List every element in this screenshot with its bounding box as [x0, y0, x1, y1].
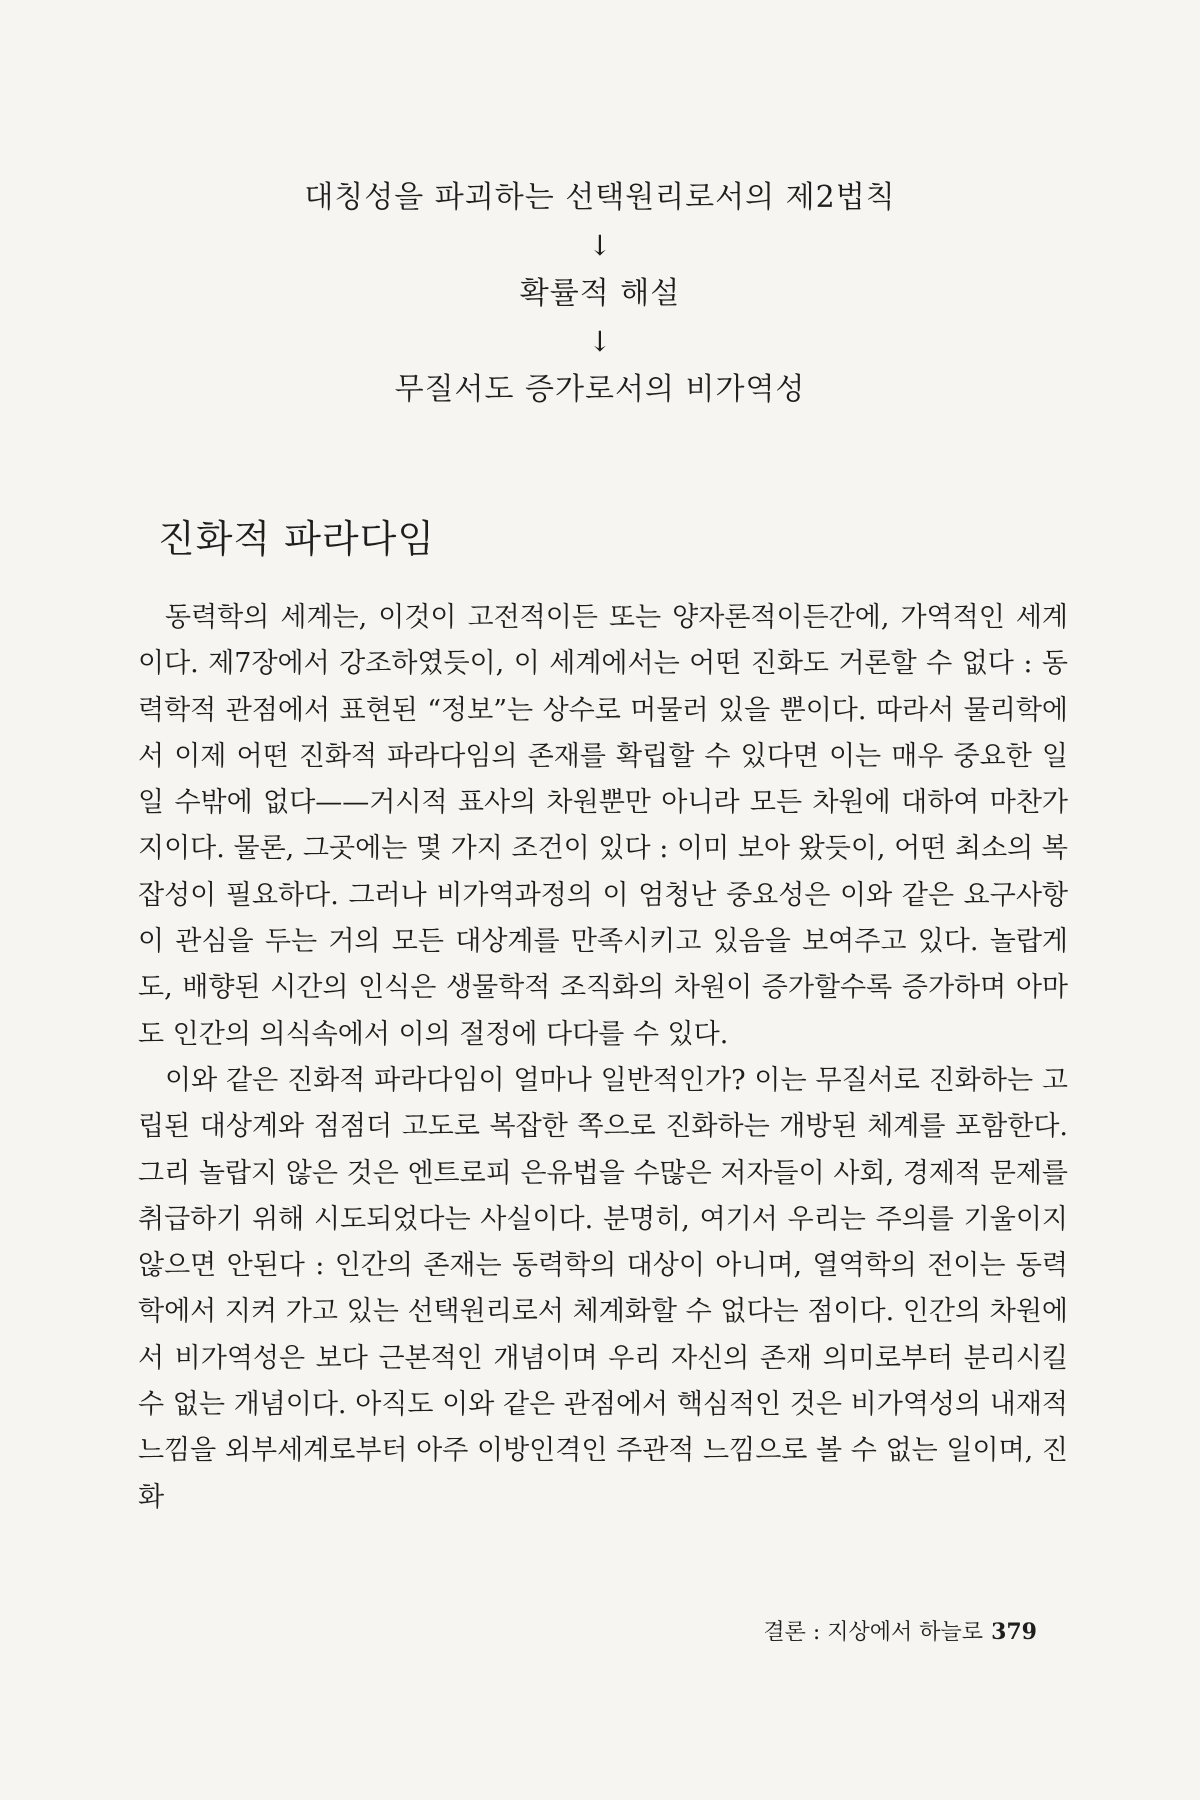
flow-step-1: 대칭성을 파괴하는 선택원리로서의 제2법칙	[304, 180, 896, 215]
running-title: 결론 : 지상에서 하늘로	[763, 1620, 984, 1645]
flow-step-2: 확률적 해설	[519, 276, 681, 311]
body-text	[138, 595, 1068, 1521]
page-footer	[763, 1615, 1037, 1646]
paragraph-2: 이와 같은 진화적 파라다임이 얼마나 일반적인가? 이는 무질서로 진화하는 고립된 대상계와 점점더 고도로 복잡한 쪽으로 진화하는 개방된 체계를 포함한다. 그리 놀랍지 않은 것은 엔트로피 은유법을 수많은 저자들이 사회, 경제적 문제를 취급하기 위해 시도되었다는 사실이다. 분명히, 여기서 우리는 주의를 기울이지 않으면 안된다 : 인간의 존재는 동력학의 대상이 아니며, 열역학의 전이는 동력학에서 지켜 가고 있는 선택원리로서 체계화할 수 없다는 점이다. 인간의 차원에서 비가역성은 보다 근본적인 개념이며 우리 자신의 존재 의미로부터 분리시킬 수 없는 개념이다. 아직도 이와 같은 관점에서 핵심적인 것은 비가역성의 내재적 느낌을 외부세계로부터 아주 이방인격인 주관적 느낌으로 볼 수 없는 일이며, 진화	[138, 1064, 1068, 1513]
flow-step-3: 무질서도 증가로서의 비가역성	[394, 372, 806, 407]
down-arrow-icon: ↓	[588, 229, 612, 262]
section-heading: 진화적 파라다임	[158, 517, 436, 561]
paragraph-1: 동력학의 세계는, 이것이 고전적이든 또는 양자론적이든간에, 가역적인 세계이다. 제7장에서 강조하였듯이, 이 세계에서는 어떤 진화도 거론할 수 없다 : 동력학적 관점에서 표현된 “정보”는 상수로 머물러 있을 뿐이다. 따라서 물리학에서 이제 어떤 진화적 파라다임의 존재를 확립할 수 있다면 이는 매우 중요한 일일 수밖에 없다——거시적 표사의 차원뿐만 아니라 모든 차원에 대하여 마찬가지이다. 물론, 그곳에는 몇 가지 조건이 있다 : 이미 보아 왔듯이, 어떤 최소의 복잡성이 필요하다. 그러나 비가역과정의 이 엄청난 중요성은 이와 같은 요구사항이 관심을 두는 거의 모든 대상계를 만족시키고 있음을 보여주고 있다. 놀랍게도, 배향된 시간의 인식은 생물학적 조직화의 차원이 증가할수록 증가하며 아마도 인간의 의식속에서 이의 절정에 다다를 수 있다.	[138, 602, 1068, 1050]
page-number: 379	[991, 1619, 1037, 1645]
flow-diagram	[0, 176, 1200, 412]
down-arrow-icon: ↓	[588, 325, 612, 358]
